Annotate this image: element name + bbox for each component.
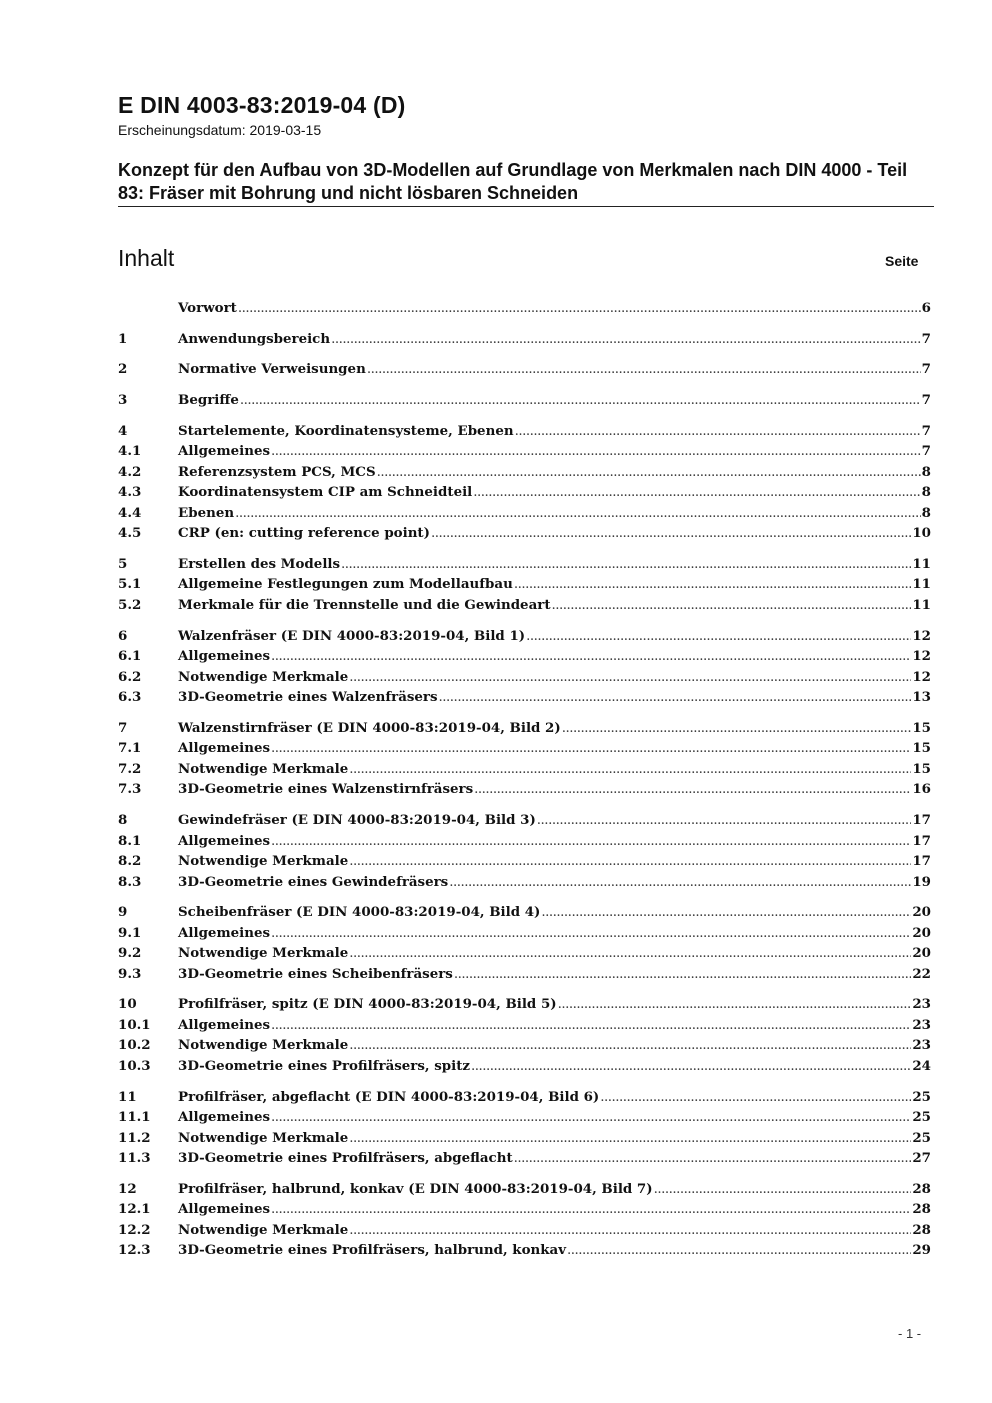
toc-entry-page: 8: [921, 504, 931, 521]
toc-dot-leader: [271, 1110, 911, 1125]
toc-dot-leader: [271, 926, 911, 941]
toc-entry-title: Notwendige Merkmale: [178, 1037, 349, 1054]
toc-entry-title: Begriffe: [178, 392, 239, 409]
toc-entry-number: 12.1: [118, 1201, 151, 1218]
toc-entry-page: 28: [912, 1221, 931, 1238]
toc-dot-leader: [567, 1243, 911, 1258]
toc-entry-number: 5: [118, 555, 128, 572]
toc-entry-title: Profilfräser, abgeflacht (E DIN 4000-83:2019-04, Bild 6): [178, 1088, 600, 1105]
toc-entry-number: 9: [118, 904, 128, 921]
toc-entry-title: Allgemeines: [178, 648, 271, 665]
toc-entry[interactable]: [118, 556, 931, 577]
toc-entry-page: 22: [912, 965, 931, 982]
toc-entry-number: 4.1: [118, 443, 142, 460]
toc-entry[interactable]: [118, 1130, 931, 1151]
toc-entry[interactable]: [118, 331, 931, 352]
toc-entry-number: 5.1: [118, 576, 142, 593]
toc-entry-title: 3D-Geometrie eines Walzenfräsers: [178, 689, 438, 706]
toc-entry-title: Gewindefräser (E DIN 4000-83:2019-04, Bild 3): [178, 812, 536, 828]
toc-dot-leader: [271, 444, 921, 459]
toc-entry-page: 27: [912, 1150, 931, 1167]
toc-entry-title: Profilfräser, spitz (E DIN 4000-83:2019-04, Bild 5): [178, 996, 557, 1013]
toc-entry-page: 17: [912, 832, 931, 849]
toc-entry-number: 11.3: [118, 1150, 151, 1167]
toc-entry[interactable]: [118, 812, 931, 833]
toc-dot-leader: [331, 332, 921, 347]
toc-entry-title: Notwendige Merkmale: [178, 853, 349, 869]
toc-entry-title: 3D-Geometrie eines Walzenstirnfräsers: [178, 781, 474, 798]
toc-dot-leader: [562, 721, 912, 736]
toc-entry-title: Allgemeines: [178, 1109, 271, 1126]
toc-dot-leader: [271, 1018, 911, 1033]
toc-dot-leader: [240, 393, 921, 408]
toc-entry[interactable]: [118, 1201, 931, 1222]
toc-entry-title: Normative Verweisungen: [178, 361, 366, 378]
toc-entry-title: Erstellen des Modells: [178, 555, 341, 572]
toc-dot-leader: [349, 1131, 911, 1146]
toc-entry[interactable]: [118, 300, 931, 321]
toc-entry[interactable]: [118, 505, 931, 526]
toc-entry-title: Notwendige Merkmale: [178, 760, 349, 777]
toc-entry-title: 3D-Geometrie eines Scheibenfräsers: [178, 965, 453, 982]
toc-entry-page: 28: [912, 1180, 931, 1197]
toc-entry[interactable]: [118, 443, 931, 464]
toc-entry-number: 4.5: [118, 525, 142, 542]
toc-entry-title: Merkmale für die Trennstelle und die Gewindeart: [178, 596, 551, 613]
toc-entry[interactable]: [118, 525, 931, 546]
toc-dot-leader: [349, 670, 911, 685]
toc-entry-page: 12: [912, 648, 931, 665]
toc-entry-title: Scheibenfräser (E DIN 4000-83:2019-04, Bild 4): [178, 904, 541, 921]
toc-dot-leader: [600, 1090, 911, 1105]
toc-dot-leader: [235, 506, 921, 521]
toc-entry-page: 29: [912, 1242, 931, 1259]
toc-entry-page: 8: [921, 484, 931, 501]
publication-date: Erscheinungsdatum: 2019-03-15: [118, 122, 322, 138]
toc-entry[interactable]: [118, 925, 931, 946]
toc-entry-page: 11: [912, 596, 931, 613]
toc-entry[interactable]: [118, 781, 931, 802]
toc-entry-number: 6.2: [118, 668, 142, 685]
toc-entry-number: 12.3: [118, 1242, 151, 1259]
toc-entry-number: 12: [118, 1180, 137, 1197]
toc-dot-leader: [349, 1223, 911, 1238]
toc-entry-title: Allgemeines: [178, 740, 271, 757]
toc-entry-title: Notwendige Merkmale: [178, 1221, 349, 1238]
toc-entry-number: 6.1: [118, 648, 142, 665]
toc-entry[interactable]: [118, 392, 931, 413]
toc-entry-title: Profilfräser, halbrund, konkav (E DIN 4000-83:2019-04, Bild 7): [178, 1180, 653, 1197]
title-divider: [118, 206, 934, 207]
toc-entry[interactable]: [118, 648, 931, 669]
toc-dot-leader: [349, 946, 911, 961]
toc-entry-page: 12: [912, 668, 931, 685]
toc-entry-number: 9.2: [118, 945, 142, 962]
toc-entry-number: 4.2: [118, 463, 142, 480]
toc-entry[interactable]: [118, 628, 931, 649]
toc-entry-number: 10: [118, 996, 137, 1013]
toc-entry-page: 7: [921, 443, 931, 460]
toc-dot-leader: [449, 875, 911, 890]
toc-entry-title: Allgemeines: [178, 1201, 271, 1218]
toc-entry-page: 20: [912, 904, 931, 921]
toc-entry-page: 7: [921, 330, 931, 347]
toc-entry-number: 8.3: [118, 873, 142, 890]
toc-entry-number: 4.3: [118, 484, 142, 501]
toc-entry-title: Referenzsystem PCS, MCS: [178, 463, 376, 480]
toc-entry[interactable]: [118, 1150, 931, 1171]
page-number: - 1 -: [898, 1326, 922, 1341]
toc-heading: Inhalt: [118, 245, 175, 271]
toc-entry[interactable]: [118, 1222, 931, 1243]
toc-entry-number: 9.3: [118, 965, 142, 982]
toc-dot-leader: [271, 834, 911, 849]
toc-dot-leader: [454, 967, 912, 982]
toc-entry-page: 20: [912, 924, 931, 941]
toc-entry-title: Notwendige Merkmale: [178, 1129, 349, 1146]
toc-entry-number: 10.3: [118, 1057, 151, 1074]
toc-entry[interactable]: [118, 576, 931, 597]
toc-entry-number: 8.1: [118, 832, 142, 849]
table-of-contents: [118, 300, 931, 1263]
toc-entry-page: 25: [912, 1088, 931, 1105]
toc-dot-leader: [439, 690, 912, 705]
toc-entry-page: 13: [912, 689, 931, 706]
toc-entry[interactable]: [118, 464, 931, 485]
toc-entry-number: 12.2: [118, 1221, 151, 1238]
toc-entry[interactable]: [118, 484, 931, 505]
toc-entry-title: 3D-Geometrie eines Gewindefräsers: [178, 873, 449, 890]
toc-entry[interactable]: [118, 966, 931, 987]
toc-dot-leader: [238, 301, 921, 316]
toc-entry-page: 11: [912, 576, 931, 593]
toc-entry-page: 8: [921, 463, 931, 480]
document-id: E DIN 4003-83:2019-04 (D): [118, 92, 406, 118]
toc-entry[interactable]: [118, 1109, 931, 1130]
toc-entry-title: Allgemeines: [178, 832, 271, 849]
toc-entry-page: 28: [912, 1201, 931, 1218]
toc-page-column-label: Seite: [885, 253, 919, 269]
toc-entry-page: 20: [912, 945, 931, 962]
toc-dot-leader: [271, 741, 911, 756]
document-title: Konzept für den Aufbau von 3D-Modellen auf Grundlage von Merkmalen nach DIN 4000 - Teil 83: Fräser mit Bohrung und nicht lösbaren Schneiden: [118, 160, 908, 203]
toc-entry-title: Allgemeines: [178, 1016, 271, 1033]
toc-dot-leader: [349, 762, 911, 777]
toc-entry[interactable]: [118, 361, 931, 382]
toc-dot-leader: [552, 598, 912, 613]
toc-entry-title: Allgemeine Festlegungen zum Modellaufbau: [178, 576, 513, 593]
toc-entry-title: 3D-Geometrie eines Profilfräsers, abgeflacht: [178, 1150, 513, 1167]
toc-dot-leader: [515, 424, 921, 439]
toc-dot-leader: [367, 362, 921, 377]
toc-entry-title: Walzenstirnfräser (E DIN 4000-83:2019-04, Bild 2): [178, 719, 561, 736]
toc-entry-number: 7.2: [118, 760, 142, 777]
toc-entry-page: 15: [912, 760, 931, 777]
toc-entry-page: 15: [912, 740, 931, 757]
toc-entry[interactable]: [118, 597, 931, 618]
toc-dot-leader: [349, 1038, 911, 1053]
toc-entry[interactable]: [118, 1181, 931, 1202]
toc-entry-title: 3D-Geometrie eines Profilfräsers, halbrund, konkav: [178, 1242, 566, 1259]
toc-entry[interactable]: [118, 669, 931, 690]
toc-entry-title: CRP (en: cutting reference point): [178, 525, 430, 542]
toc-entry-title: Koordinatensystem CIP am Schneidteil: [178, 484, 473, 501]
toc-entry-number: 6.3: [118, 689, 142, 706]
toc-entry-title: Startelemente, Koordinatensysteme, Ebenen: [178, 422, 514, 439]
toc-dot-leader: [349, 854, 911, 869]
toc-dot-leader: [537, 813, 912, 828]
toc-entry-title: Notwendige Merkmale: [178, 668, 349, 685]
toc-dot-leader: [541, 905, 911, 920]
toc-entry-title: Walzenfräser (E DIN 4000-83:2019-04, Bild 1): [178, 627, 526, 644]
toc-entry-page: 15: [912, 719, 931, 736]
toc-entry[interactable]: [118, 689, 931, 710]
toc-entry-number: 3: [118, 392, 128, 409]
toc-entry-page: 7: [921, 422, 931, 439]
toc-dot-leader: [271, 649, 911, 664]
toc-entry-number: 4.4: [118, 504, 142, 521]
toc-entry-page: 12: [912, 627, 931, 644]
toc-dot-leader: [654, 1182, 912, 1197]
toc-entry-number: 10.2: [118, 1037, 151, 1054]
toc-entry-number: 8.2: [118, 853, 142, 869]
toc-entry-number: 7.1: [118, 740, 142, 757]
toc-entry-number: 9.1: [118, 924, 142, 941]
toc-entry-number: 1: [118, 330, 128, 347]
toc-entry-page: 23: [912, 1016, 931, 1033]
toc-dot-leader: [377, 465, 921, 480]
toc-entry[interactable]: [118, 853, 931, 874]
toc-dot-leader: [271, 1202, 911, 1217]
toc-entry[interactable]: [118, 720, 931, 741]
toc-entry-page: 19: [912, 873, 931, 890]
toc-entry-number: 8: [118, 812, 128, 828]
toc-dot-leader: [471, 1059, 911, 1074]
toc-entry-title: Allgemeines: [178, 443, 271, 460]
toc-entry[interactable]: [118, 1037, 931, 1058]
toc-entry-page: 7: [921, 361, 931, 378]
toc-entry-page: 17: [912, 812, 931, 828]
toc-entry[interactable]: [118, 423, 931, 444]
toc-entry-title: 3D-Geometrie eines Profilfräsers, spitz: [178, 1057, 471, 1074]
toc-dot-leader: [473, 485, 920, 500]
toc-entry[interactable]: [118, 996, 931, 1017]
toc-entry-number: 11.1: [118, 1109, 151, 1126]
toc-entry[interactable]: [118, 1089, 931, 1110]
toc-entry[interactable]: [118, 833, 931, 854]
toc-entry-number: 2: [118, 361, 128, 378]
toc-entry[interactable]: [118, 945, 931, 966]
toc-entry[interactable]: [118, 740, 931, 761]
toc-entry-page: 6: [921, 300, 931, 316]
toc-entry-page: 17: [912, 853, 931, 869]
toc-entry-page: 10: [912, 525, 931, 542]
toc-entry-title: Vorwort: [178, 300, 237, 316]
toc-entry-number: 6: [118, 627, 128, 644]
toc-entry[interactable]: [118, 1242, 931, 1263]
toc-entry-page: 23: [912, 1037, 931, 1054]
toc-entry-number: 5.2: [118, 596, 142, 613]
toc-entry[interactable]: [118, 874, 931, 895]
toc-entry-page: 25: [912, 1129, 931, 1146]
toc-entry-page: 23: [912, 996, 931, 1013]
toc-entry-title: Notwendige Merkmale: [178, 945, 349, 962]
toc-entry-title: Allgemeines: [178, 924, 271, 941]
toc-entry-number: 7.3: [118, 781, 142, 798]
toc-entry-page: 25: [912, 1109, 931, 1126]
toc-dot-leader: [558, 997, 912, 1012]
toc-entry-page: 24: [912, 1057, 931, 1074]
toc-entry-title: Ebenen: [178, 504, 235, 521]
toc-dot-leader: [514, 1151, 912, 1166]
toc-dot-leader: [341, 557, 911, 572]
toc-dot-leader: [514, 577, 912, 592]
toc-entry-number: 10.1: [118, 1016, 151, 1033]
toc-entry[interactable]: [118, 904, 931, 925]
toc-entry[interactable]: [118, 761, 931, 782]
toc-dot-leader: [431, 526, 911, 541]
toc-entry-page: 7: [921, 392, 931, 409]
toc-dot-leader: [474, 782, 911, 797]
toc-entry[interactable]: [118, 1058, 931, 1079]
toc-entry-number: 7: [118, 719, 128, 736]
toc-entry[interactable]: [118, 1017, 931, 1038]
toc-dot-leader: [526, 629, 911, 644]
toc-entry-number: 11.2: [118, 1129, 151, 1146]
toc-entry-page: 16: [912, 781, 931, 798]
toc-entry-page: 11: [912, 555, 931, 572]
toc-entry-number: 11: [118, 1088, 137, 1105]
toc-entry-number: 4: [118, 422, 128, 439]
toc-entry-title: Anwendungsbereich: [178, 330, 331, 347]
